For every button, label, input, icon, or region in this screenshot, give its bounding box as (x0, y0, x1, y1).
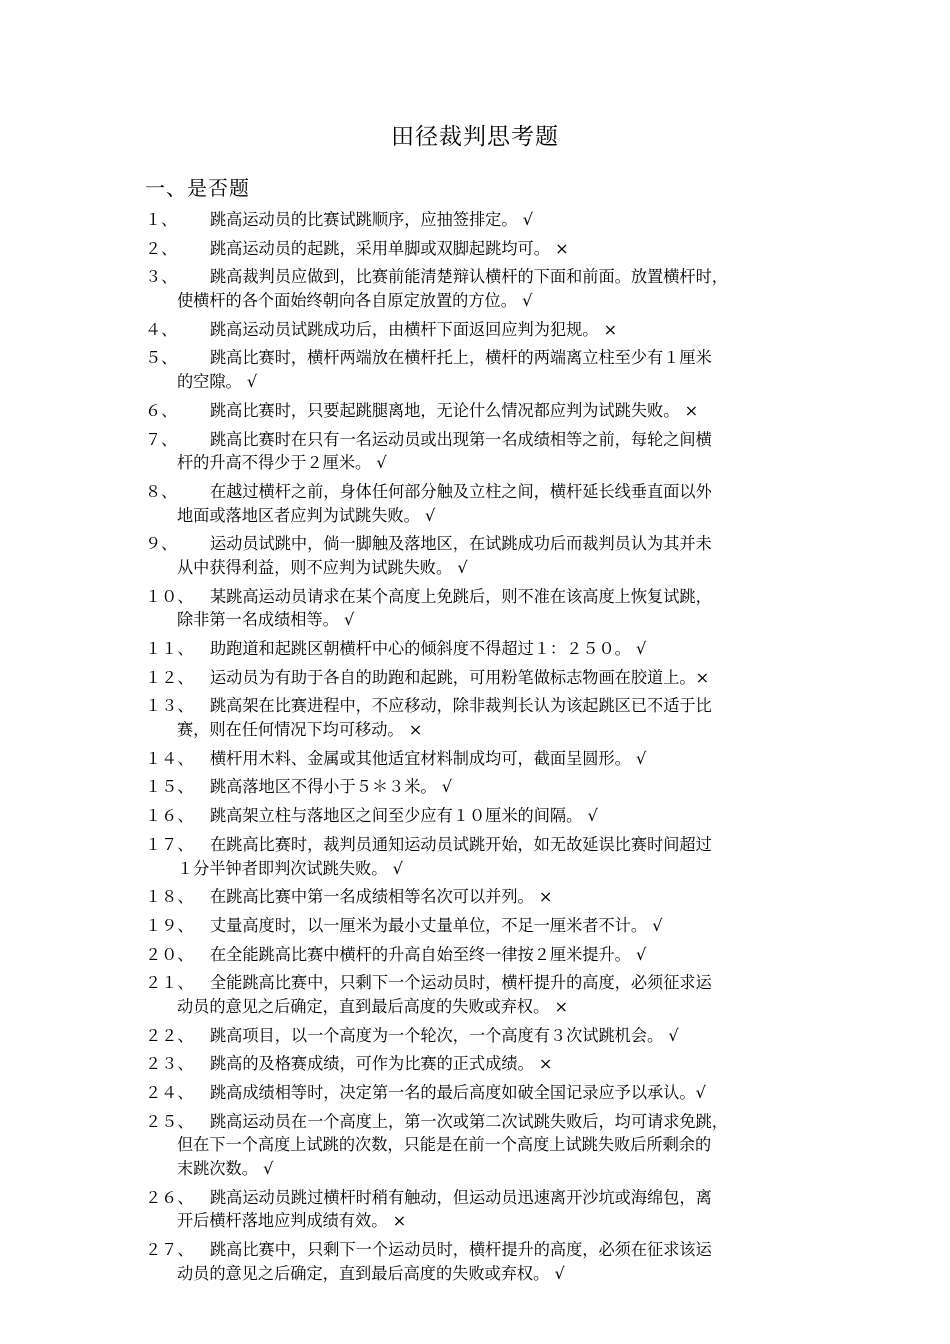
question-continuation-line: 赛，则在任何情况下均可移动。 × (177, 720, 423, 740)
question-continuation-line: 从中获得利益，则不应判为试跳失败。 √ (177, 557, 468, 577)
question-first-line (145, 208, 810, 232)
question-item (145, 747, 810, 771)
page-title: 田径裁判思考题 (391, 124, 559, 150)
question-number: １４、 (145, 748, 194, 768)
question-number: ２３、 (145, 1054, 194, 1074)
question-item (145, 346, 810, 393)
question-first-line (145, 666, 810, 690)
question-number: ２４、 (145, 1083, 194, 1102)
question-first-line (145, 318, 810, 342)
question-continuation-line: 动员的意见之后确定，直到最后高度的失败或弃权。 √ (177, 1263, 565, 1283)
question-item (145, 208, 810, 232)
question-item (145, 480, 810, 527)
question-text: 跳高架在比赛进程中，不应移动，除非裁判长认为该起跳区已不适于比 (210, 696, 712, 716)
question-number: ７、 (145, 429, 178, 449)
question-number: １７、 (145, 834, 194, 854)
question-first-line (145, 237, 810, 261)
question-number: １２、 (145, 667, 194, 687)
question-number: １、 (145, 210, 178, 229)
question-number: １１、 (145, 639, 194, 658)
question-item (145, 694, 810, 741)
question-item (145, 804, 810, 828)
question-text: 跳高运动员在一个高度上，第一次或第二次试跳失败后，均可请求免跳， (210, 1111, 728, 1131)
question-number: １５、 (145, 777, 194, 797)
question-list (145, 208, 810, 1291)
question-number: ２２、 (145, 1025, 194, 1045)
question-item (145, 318, 810, 342)
question-item (145, 399, 810, 423)
question-text: 跳高比赛时在只有一名运动员或出现第一名成绩相等之前，每轮之间横 (210, 429, 712, 449)
question-text: 跳高裁判员应做到，比赛前能清楚辩认横杆的下面和前面。放置横杆时， (210, 267, 728, 287)
question-number: １９、 (145, 915, 194, 935)
question-continuation-line: 开后横杆落地应判成绩有效。 × (177, 1211, 407, 1231)
question-text: 跳高落地区不得小于５＊３米。 √ (210, 777, 453, 797)
question-item (145, 943, 810, 967)
question-first-line (145, 775, 810, 799)
question-continuation-line: １分半钟者即判次试跳失败。 √ (177, 858, 403, 878)
question-number: ６、 (145, 400, 178, 420)
question-first-line (145, 265, 810, 289)
question-number: ２５、 (145, 1111, 194, 1131)
question-text: 跳高运动员跳过横杆时稍有触动，但运动员迅速离开沙坑或海绵包，离 (210, 1187, 712, 1207)
question-item (145, 666, 810, 690)
question-first-line (145, 1081, 810, 1105)
question-first-line (145, 943, 810, 967)
question-first-line (145, 399, 810, 423)
question-item (145, 885, 810, 909)
question-item (145, 971, 810, 1018)
question-text: 跳高比赛时，只要起跳腿离地，无论什么情况都应判为试跳失败。 × (210, 400, 699, 420)
question-continuation-line: 的空隙。 √ (177, 372, 258, 392)
question-text: 某跳高运动员请求在某个高度上免跳后，则不准在该高度上恢复试跳， (210, 586, 712, 606)
question-text: 跳高项目，以一个高度为一个轮次，一个高度有３次试跳机会。 √ (210, 1025, 679, 1045)
question-text: 跳高运动员的起跳，采用单脚或双脚起跳均可。 × (210, 238, 569, 258)
question-first-line (145, 914, 810, 938)
question-continuation-line: 杆的升高不得少于２厘米。 √ (177, 453, 387, 473)
question-number: ５、 (145, 348, 178, 368)
question-first-line (145, 1052, 810, 1076)
question-item (145, 585, 810, 632)
question-continuation-line: 地面或落地区者应判为试跳失败。 √ (177, 505, 436, 525)
question-text: 跳高比赛时，横杆两端放在横杆托上，横杆的两端离立柱至少有１厘米 (210, 348, 712, 368)
question-continuation-line: 但在下一个高度上试跳的次数，只能是在前一个高度上试跳失败后所剩余的 (177, 1135, 712, 1155)
question-item (145, 914, 810, 938)
question-first-line (145, 1024, 810, 1048)
question-number: ４、 (145, 319, 178, 339)
question-text: 跳高成绩相等时，决定第一名的最后高度如破全国记录应予以承认。√ (210, 1083, 706, 1102)
question-text: 跳高比赛中，只剩下一个运动员时，横杆提升的高度，必须在征求该运 (210, 1240, 712, 1260)
question-first-line (145, 637, 810, 661)
question-continuation-line: 除非第一名成绩相等。 √ (177, 610, 355, 630)
question-text: 丈量高度时，以一厘米为最小丈量单位，不足一厘米者不计。 √ (210, 915, 663, 935)
question-item (145, 428, 810, 475)
question-text: 横杆用木料、金属或其他适宜材料制成均可，截面呈圆形。 √ (210, 748, 647, 768)
section-heading: 一、是否题 (145, 176, 250, 200)
question-number: １３、 (145, 696, 194, 716)
question-first-line (145, 532, 810, 556)
question-text: 在跳高比赛中第一名成绩相等名次可以并列。 × (210, 887, 553, 907)
question-item (145, 1081, 810, 1105)
question-number: １６、 (145, 806, 194, 826)
question-first-line (145, 885, 810, 909)
question-item (145, 833, 810, 880)
question-number: １８、 (145, 887, 194, 907)
question-text: 助跑道和起跳区朝横杆中心的倾斜度不得超过１：２５０。 √ (210, 639, 647, 658)
question-text: 跳高运动员的比赛试跳顺序，应抽签排定。 √ (210, 210, 534, 229)
question-text: 运动员为有助于各自的助跑和起跳，可用粉笔做标志物画在胶道上。× (210, 667, 710, 687)
question-item (145, 237, 810, 261)
question-number: ２０、 (145, 944, 194, 964)
question-item (145, 1110, 810, 1181)
question-continuation-line: 使横杆的各个面始终朝向各自原定放置的方位。 √ (177, 291, 533, 311)
question-text: 跳高架立柱与落地区之间至少应有１０厘米的间隔。 √ (210, 806, 598, 826)
question-item (145, 532, 810, 579)
question-first-line (145, 694, 810, 718)
question-text: 跳高运动员试跳成功后，由横杆下面返回应判为犯规。 × (210, 319, 618, 339)
question-text: 在越过横杆之前，身体任何部分触及立柱之间，横杆延长线垂直面以外 (210, 481, 712, 501)
question-first-line (145, 480, 810, 504)
question-item (145, 1186, 810, 1233)
question-number: １０、 (145, 586, 194, 606)
question-number: ３、 (145, 267, 178, 287)
question-item (145, 637, 810, 661)
question-first-line (145, 1186, 810, 1210)
question-item (145, 265, 810, 312)
question-number: ８、 (145, 481, 178, 501)
question-number: ２１、 (145, 973, 194, 993)
question-continuation-line: 末跳次数。 √ (177, 1159, 274, 1179)
question-first-line (145, 833, 810, 857)
question-item (145, 1052, 810, 1076)
question-text: 全能跳高比赛中，只剩下一个运动员时，横杆提升的高度，必须征求运 (210, 973, 712, 993)
question-text: 在跳高比赛时，裁判员通知运动员试跳开始，如无故延误比赛时间超过 (210, 834, 712, 854)
question-text: 在全能跳高比赛中横杆的升高自始至终一律按２厘米提升。 √ (210, 944, 647, 964)
question-first-line (145, 747, 810, 771)
question-text: 运动员试跳中，倘一脚触及落地区，在试跳成功后而裁判员认为其并未 (210, 534, 712, 554)
question-first-line (145, 1110, 810, 1134)
question-text: 跳高的及格赛成绩，可作为比赛的正式成绩。 × (210, 1054, 553, 1074)
question-continuation-line: 动员的意见之后确定，直到最后高度的失败或弃权。 × (177, 996, 569, 1016)
question-item (145, 1024, 810, 1048)
question-number: ９、 (145, 534, 178, 554)
question-first-line (145, 585, 810, 609)
question-number: ２、 (145, 238, 178, 258)
question-item (145, 775, 810, 799)
question-first-line (145, 346, 810, 370)
question-first-line (145, 428, 810, 452)
question-first-line (145, 971, 810, 995)
question-first-line (145, 804, 810, 828)
question-item (145, 1238, 810, 1285)
question-number: ２７、 (145, 1240, 194, 1260)
question-number: ２６、 (145, 1187, 194, 1207)
question-first-line (145, 1238, 810, 1262)
